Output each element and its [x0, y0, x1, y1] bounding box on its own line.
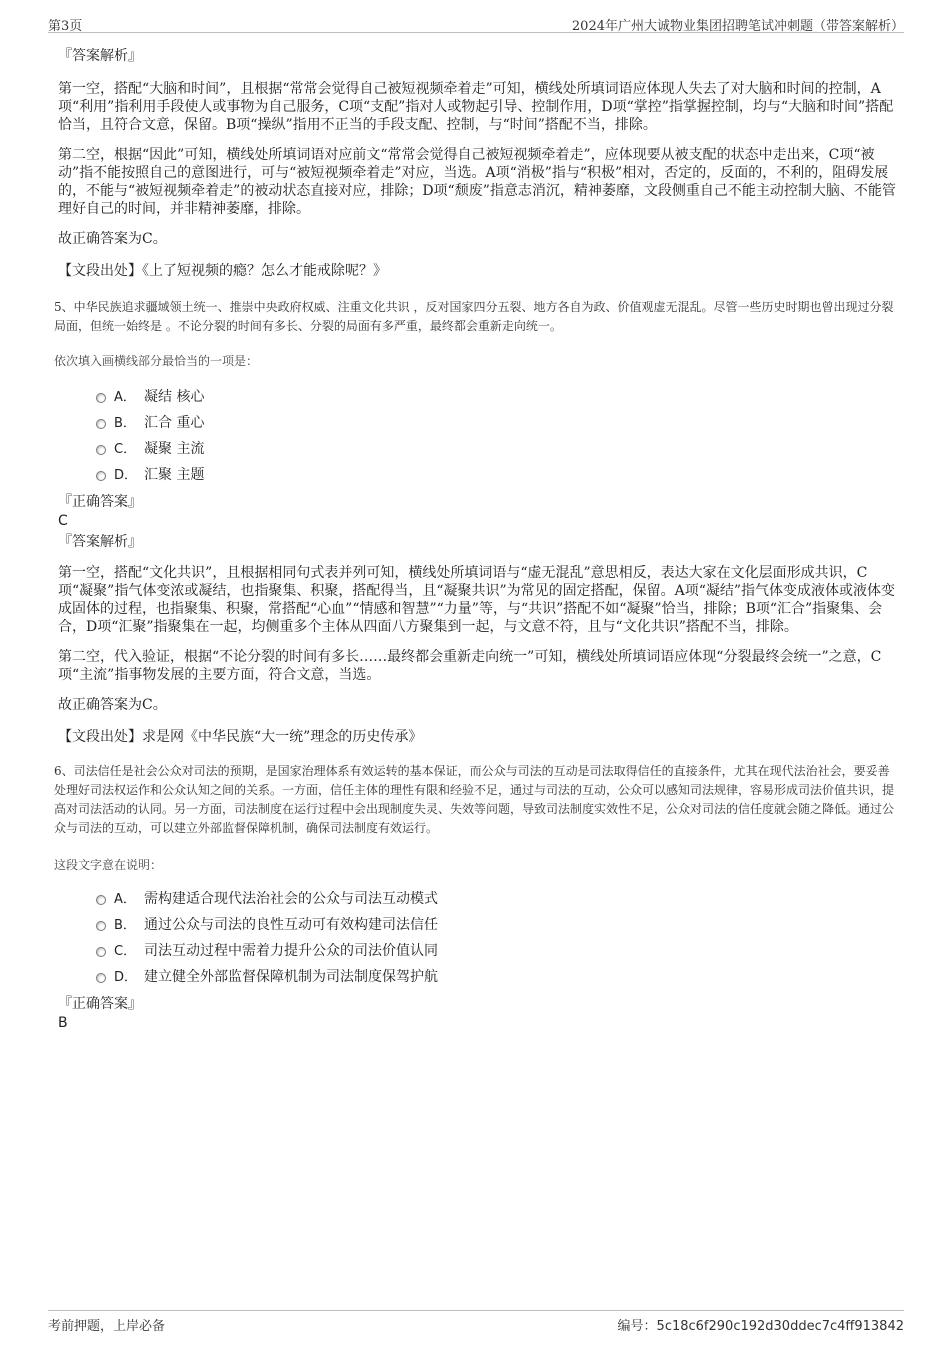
q5-question: 5、中华民族追求疆域领土统一、推崇中央政府权威、注重文化共识 ，反对国家四分五裂、地方各自为政、价值观虚无混乱。尽管一些历史时期也曾出现过分裂局面，但统一始终是 。不论分裂的时间有多长、分裂的局面有多严重，最终都会重新走向统一。: [54, 300, 894, 333]
page-footer: [48, 1310, 904, 1332]
document-title: 2024年广州大诚物业集团招聘笔试冲刺题（带答案解析）: [571, 19, 904, 34]
q4-conclusion: 故正确答案为C。: [58, 231, 167, 247]
q6-question: 6、司法信任是社会公众对司法的预期，是国家治理体系有效运转的基本保证，而公众与司法的互动是司法取得信任的直接条件，尤其在现代法治社会，要妥善处理好司法权运作和公众认知之间的关系。一方面，信任主体的理性有限和经验不足，通过与司法的互动，公众可以感知司法规律，容易形成司法价值共识，提高对司法活动的认同。另一方面，司法制度在运行过程中会出现制度失灵、失效等问题，导致司法制度实效性不足，公众对司法的信任度就会随之降低。通过公众与司法的互动，可以建立外部监督保障机制，确保司法制度有效运行。: [54, 764, 895, 835]
q6-correct-answer: B: [58, 1015, 68, 1031]
q5-conclusion: 故正确答案为C。: [58, 697, 167, 713]
radio-icon[interactable]: [96, 471, 106, 481]
q5-source: 【文段出处】求是网《中华民族“大一统”理念的历史传承》: [58, 729, 423, 745]
code-label: 编号：: [617, 1319, 657, 1334]
page-number: 第3页: [48, 19, 83, 34]
q4-analysis-para2: 第二空，根据“因此”可知，横线处所填词语对应前文“常常会觉得自己被短视频牵着走”，应体现要从被支配的状态中走出来，C项“被动”指不能按照自己的意图进行，可与“被短视频牵着走”对应，当选。A项“消极”指与“积极”相对，否定的，反面的，不利的，阻碍发展的，不能与“被短视频牵着走”的被动状态直接对应，排除；D项“颓废”指意志消沉，精神萎靡，文段侧重自己不能主动控制大脑、不能管理好自己的时间，并非精神萎靡，排除。: [58, 147, 896, 217]
q4-analysis-label: 『答案解析』: [58, 48, 142, 64]
footer-slogan: 考前押题，上岸必备: [48, 1319, 166, 1334]
q6-option-a[interactable]: A． 需构建适合现代法治社会的公众与司法互动模式: [58, 886, 898, 912]
q4-analysis-para1: 第一空，搭配“大脑和时间”，且根据“常常会觉得自己被短视频牵着走”可知，横线处所填词语应体现人失去了对大脑和时间的控制，A项“利用”指利用手段使人或事物为自己服务，C项“支配”指对人或物起引导、控制作用，D项“掌控”指掌握控制，均与“大脑和时间”搭配恰当，且符合文意，保留。B项“操纵”指用不正当的手段支配、控制，与“时间”搭配不当，排除。: [58, 81, 894, 133]
radio-icon[interactable]: [96, 895, 106, 905]
q6-option-c[interactable]: C． 司法互动过程中需着力提升公众的司法价值认同: [58, 938, 898, 964]
q6-options: [58, 886, 898, 990]
code-value: 5c18c6f290c192d30ddec7c4ff913842: [656, 1319, 904, 1334]
q5-correct-label: 『正确答案』: [58, 494, 142, 510]
q6-correct-label: 『正确答案』: [58, 996, 142, 1012]
radio-icon[interactable]: [96, 973, 106, 983]
q6-option-b[interactable]: B． 通过公众与司法的良性互动可有效构建司法信任: [58, 912, 898, 938]
page-content: [54, 46, 898, 1032]
q5-option-b[interactable]: B． 汇合 重心: [58, 410, 898, 436]
q6-prompt: 这段文字意在说明：: [54, 858, 163, 872]
document-code: [618, 1315, 904, 1334]
q6-option-d[interactable]: D． 建立健全外部监督保障机制为司法制度保驾护航: [58, 964, 898, 990]
q5-option-c[interactable]: C． 凝聚 主流: [58, 436, 898, 462]
page-header: [48, 13, 904, 33]
radio-icon[interactable]: [96, 393, 106, 403]
radio-icon[interactable]: [96, 921, 106, 931]
q5-option-d[interactable]: D． 汇聚 主题: [58, 462, 898, 488]
radio-icon[interactable]: [96, 445, 106, 455]
q5-analysis-label: 『答案解析』: [58, 534, 142, 550]
q5-option-a[interactable]: A． 凝结 核心: [58, 384, 898, 410]
q5-correct-answer: C: [58, 513, 68, 529]
q5-options: [58, 384, 898, 488]
q5-analysis-para1: 第一空，搭配“文化共识”，且根据相同句式表并列可知，横线处所填词语与“虚无混乱”意思相反，表达大家在文化层面形成共识，C项“凝聚”指气体变浓或凝结，也指聚集、积聚，搭配得当，且“凝聚共识”为常见的固定搭配，保留。A项“凝结”指气体变成液体或液体变成固体的过程，也指聚集、积聚，常搭配“心血”“情感和智慧”“力量”等，与“共识”搭配不如“凝聚”恰当，排除；B项“汇合”指聚集、会合，D项“汇聚”指聚集在一起，均侧重多个主体从四面八方聚集到一起，与文意不符，且与“文化共识”搭配不当，排除。: [58, 565, 896, 635]
radio-icon[interactable]: [96, 947, 106, 957]
q5-analysis-para2: 第二空，代入验证，根据“不论分裂的时间有多长……最终都会重新走向统一”可知，横线处所填词语应体现“分裂最终会统一”之意，C项“主流”指事物发展的主要方面，符合文意，当选。: [58, 649, 882, 683]
radio-icon[interactable]: [96, 419, 106, 429]
q5-prompt: 依次填入画横线部分最恰当的一项是：: [54, 354, 259, 368]
q4-source: 【文段出处】《上了短视频的瘾？怎么才能戒除呢？》: [58, 263, 387, 279]
